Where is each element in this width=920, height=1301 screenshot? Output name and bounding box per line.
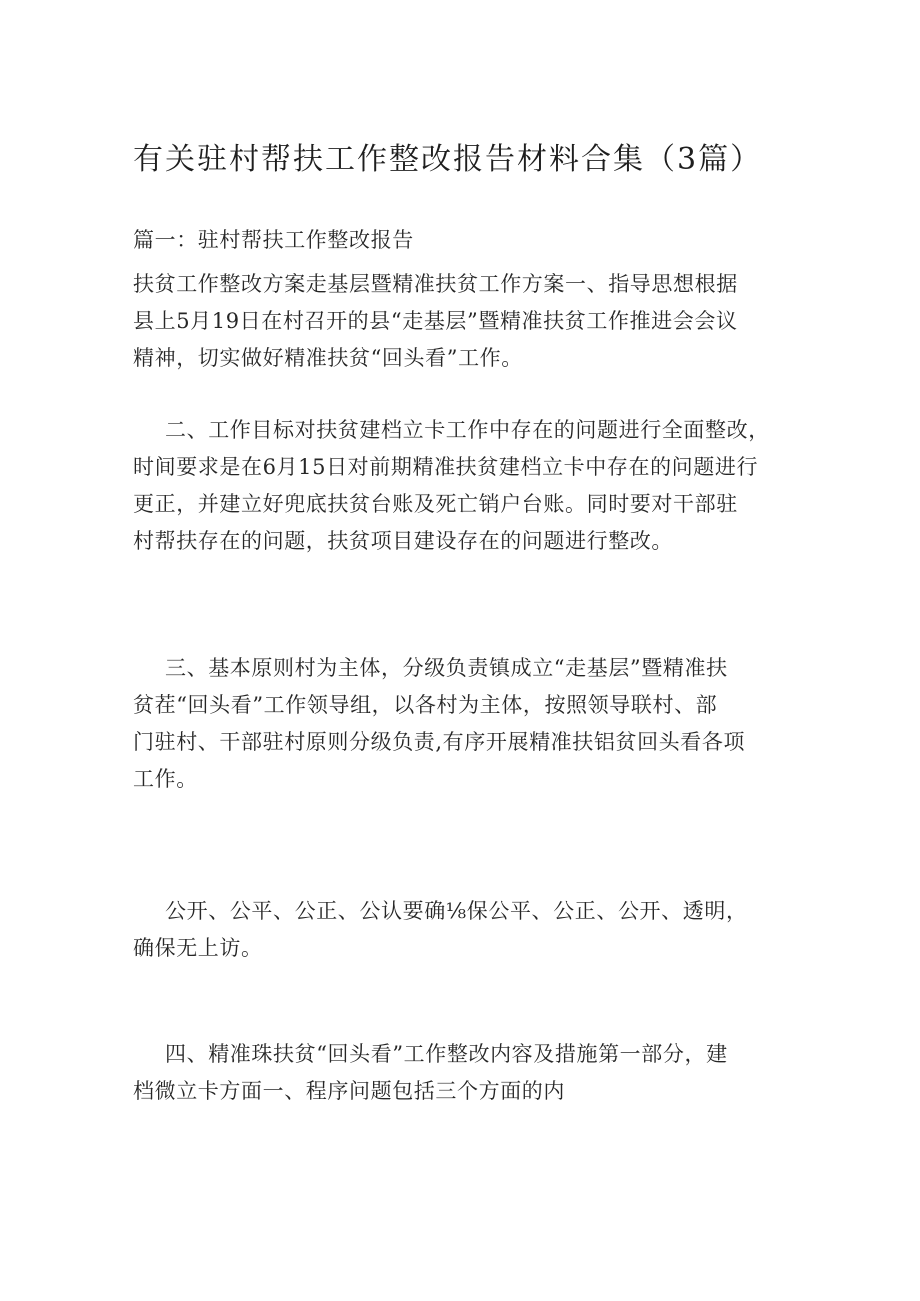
paragraph-line: 扶贫工作整改方案走基层暨精准扶贫工作方案一、指导思想根据 [133, 272, 738, 296]
paragraph-line: 贫茬“回头看”工作领导组，以各村为主体，按照领导联村、部 [133, 693, 718, 717]
paragraph-line: 村帮扶存在的问题，扶贫项目建设存在的问题进行整改。 [133, 529, 673, 553]
paragraph-line: 档微立卡方面一、程序问题包括三个方面的内 [133, 1079, 565, 1103]
paragraph-line: 公开、公平、公正、公认要确⅛保公平、公正、公开、透明， [165, 899, 748, 923]
paragraph-openness [133, 893, 798, 967]
paragraph-line: 工作。 [133, 767, 198, 791]
paragraph-work-goals [133, 412, 798, 560]
paragraph-line: 确保无上访。 [133, 936, 263, 960]
paragraph-line: 精神，切实做好精准扶贫“回头看”工作。 [133, 346, 523, 370]
paragraph-line: 门驻村、干部驻村原则分级负责,有序开展精准扶铝贫回头看各项 [133, 730, 746, 754]
paragraph-guiding-thought [133, 266, 798, 377]
paragraph-line: 更正，并建立好兜底扶贫台账及死亡销户台账。同时要对干部驻 [133, 492, 738, 516]
paragraph-line: 四、精准珠扶贫“回头看”工作整改内容及措施第一部分，建 [165, 1042, 728, 1066]
paragraph-rectification-content [133, 1036, 798, 1110]
paragraph-line: 篇一：驻村帮扶工作整改报告 [133, 228, 414, 252]
paragraph-line: 二、工作目标对扶贫建档立卡工作中存在的问题进行全面整改， [165, 418, 770, 442]
paragraph-line: 县上5月19日在村召开的县“走基层”暨精准扶贫工作推进会会议 [133, 309, 738, 333]
paragraph-basic-principles [133, 650, 798, 798]
paragraph-line: 时间要求是在6月15日对前期精准扶贫建档立卡中存在的问题进行 [133, 455, 759, 479]
document-title: 有关驻村帮扶工作整改报告材料合集（3篇） [133, 142, 763, 177]
section-heading-1 [133, 222, 798, 259]
paragraph-line: 三、基本原则村为主体，分级负责镇成立“走基层”暨精准扶 [165, 656, 728, 680]
